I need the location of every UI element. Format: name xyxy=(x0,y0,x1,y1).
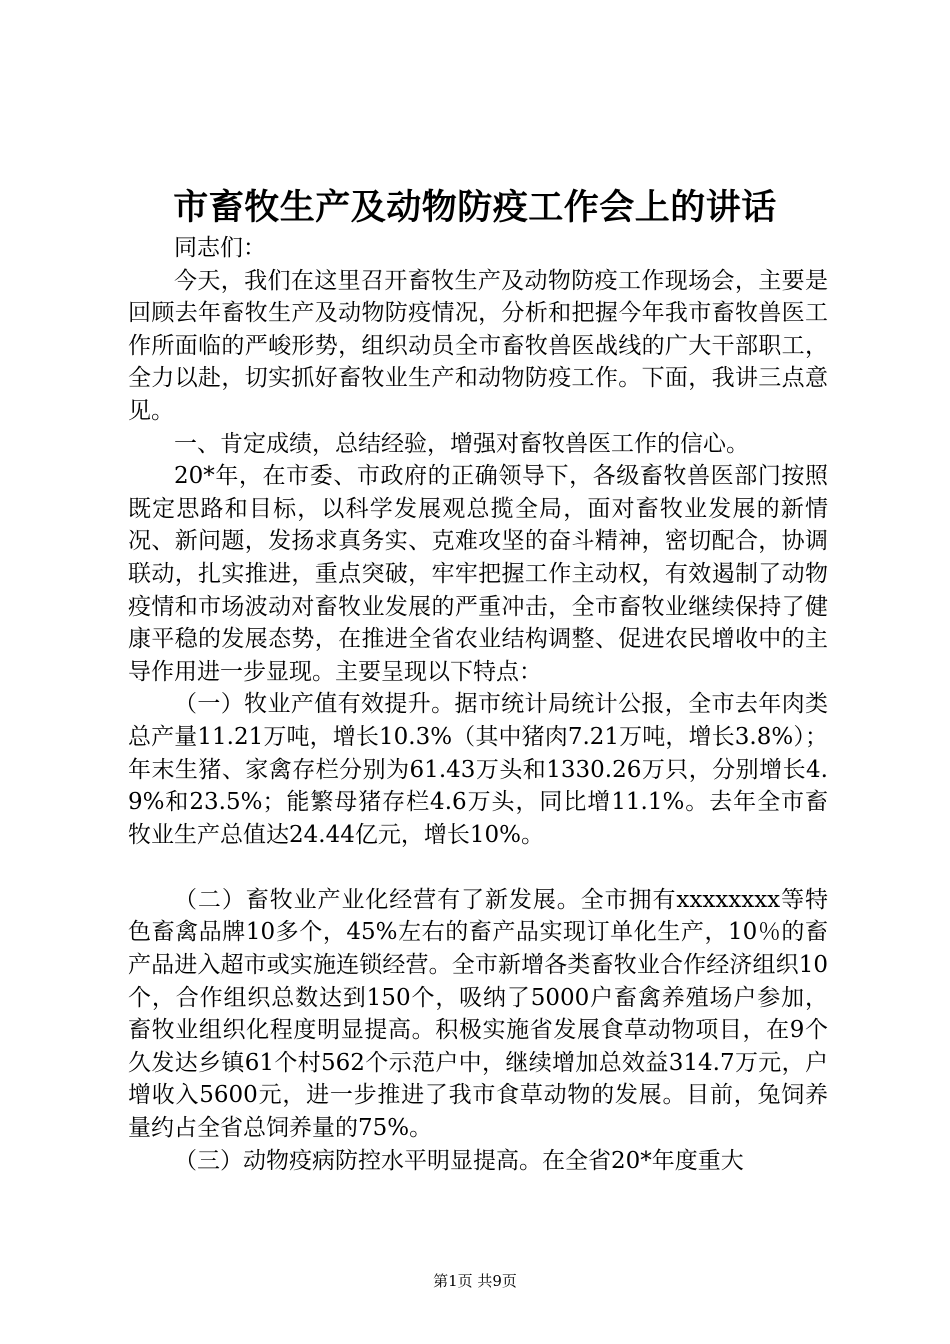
paragraph-point-3: （三）动物疫病防控水平明显提高。在全省20*年度重大 xyxy=(174,1147,744,1174)
section-heading-1: 一、肯定成绩，总结经验，增强对畜牧兽医工作的信心。 xyxy=(174,430,749,457)
page-footer: 第1页 共9页 xyxy=(433,1272,517,1290)
paragraph-achievements: 20*年，在市委、市政府的正确领导下，各级畜牧兽医部门按照既定思路和目标，以科学发展观总揽全局，面对畜牧业发展的新情况、新问题，发扬求真务实、克难攻坚的奋斗精神，密切配合，协调联动，扎实推进，重点突破，牢牢把握工作主动权，有效遏制了动物疫情和市场波动对畜牧业发展的严重冲击，全市畜牧业继续保持了健康平稳的发展态势，在推进全省农业结构调整、促进农民增收中的主导作用进一步显现。主要呈现以下特点： xyxy=(128,463,828,685)
paragraph-point-2: （二）畜牧业产业化经营有了新发展。全市拥有xxxxxxxx等特色畜禽品牌10多个，45%左右的畜产品实现订单化生产，10％的畜产品进入超市或实施连锁经营。全市新增各类畜牧业合作经济组织10个，合作组织总数达到150个，吸纳了5000户畜禽养殖场户参加，畜牧业组织化程度明显提高。积极实施省发展食草动物项目，在9个久发达乡镇61个村562个示范户中，继续增加总效益314.7万元，户增收入5600元，进一步推进了我市食草动物的发展。目前，兔饲养量约占全省总饲养量的75%。 xyxy=(128,886,828,1142)
document-title: 市畜牧生产及动物防疫工作会上的讲话 xyxy=(173,187,777,228)
salutation: 同志们： xyxy=(174,235,266,261)
paragraph-intro: 今天，我们在这里召开畜牧生产及动物防疫工作现场会，主要是回顾去年畜牧生产及动物防疫情况，分析和把握今年我市畜牧兽医工作所面临的严峻形势，组织动员全市畜牧兽医战线的广大干部职工，全力以赴，切实抓好畜牧业生产和动物防疫工作。下面，我讲三点意见。 xyxy=(128,267,828,424)
paragraph-point-1: （一）牧业产值有效提升。据市统计局统计公报，全市去年肉类总产量11.21万吨，增长10.3%（其中猪肉7.21万吨，增长3.8%）；年末生猪、家禽存栏分别为61.43万头和1330.26万只，分别增长4.9%和23.5%；能繁母猪存栏4.6万头，同比增11.1%。去年全市畜牧业生产总值达24.44亿元，增长10%。 xyxy=(128,691,828,848)
document-body xyxy=(128,232,828,1177)
